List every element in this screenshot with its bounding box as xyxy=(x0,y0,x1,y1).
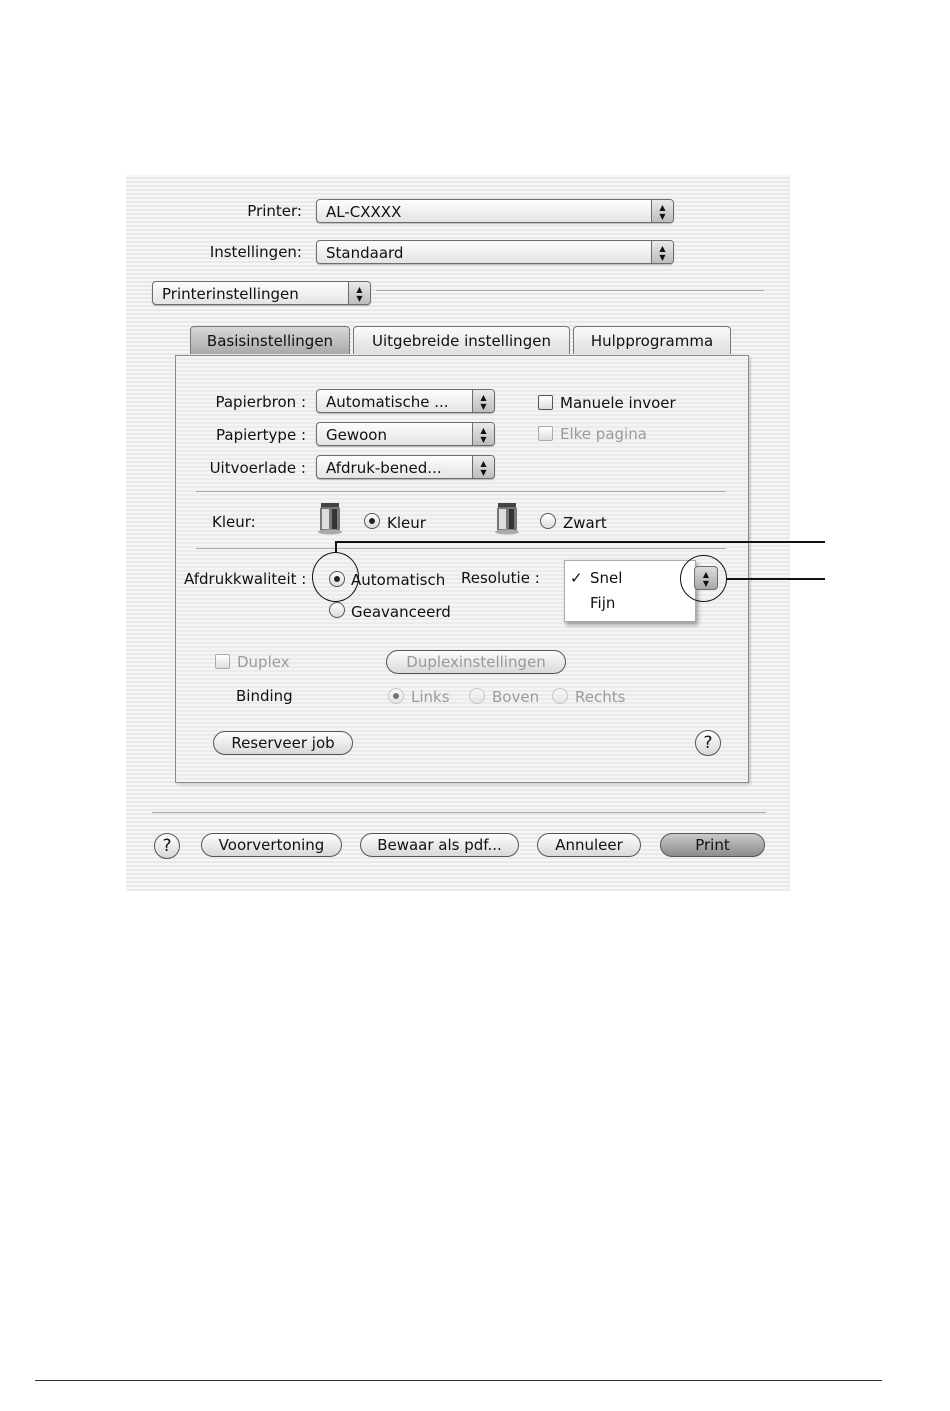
duplex-checkbox[interactable] xyxy=(215,654,230,669)
resolution-menu xyxy=(564,560,696,622)
black-radio[interactable] xyxy=(540,513,556,529)
checkmark-icon: ✓ xyxy=(570,569,583,587)
quality-label: Afdrukkwaliteit : xyxy=(184,570,307,588)
paper-source-label: Papierbron : xyxy=(215,393,306,411)
tab-uitgebreide-instellingen[interactable]: Uitgebreide instellingen xyxy=(353,326,570,354)
resolution-option-snel[interactable]: Snel xyxy=(590,569,623,587)
binding-label: Binding xyxy=(236,687,293,705)
presets-value: Standaard xyxy=(326,244,404,262)
popup-arrows-icon: ▲ ▼ xyxy=(472,456,494,478)
print-button[interactable]: Print xyxy=(660,833,765,857)
color-option-label: Kleur xyxy=(387,514,426,532)
reserve-job-button[interactable]: Reserveer job xyxy=(213,731,353,755)
duplex-settings-button[interactable]: Duplexinstellingen xyxy=(386,650,566,674)
footer-separator xyxy=(152,812,766,813)
binding-right-label: Rechts xyxy=(575,688,626,706)
page-rule xyxy=(35,1380,882,1381)
binding-left-radio[interactable] xyxy=(388,688,404,704)
popup-arrows-icon: ▲ ▼ xyxy=(651,200,673,222)
callout-line xyxy=(335,541,337,553)
callout-circle xyxy=(312,552,359,602)
presets-label: Instellingen: xyxy=(209,243,302,261)
color-label: Kleur: xyxy=(212,513,256,531)
popup-arrows-icon: ▲ ▼ xyxy=(472,390,494,412)
ink-cartridge-icon xyxy=(318,501,344,535)
paper-type-value: Gewoon xyxy=(326,426,387,444)
pane-separator xyxy=(376,290,764,291)
tab-basisinstellingen[interactable]: Basisinstellingen xyxy=(190,326,350,354)
manual-feed-checkbox[interactable] xyxy=(538,395,553,410)
paper-type-popup[interactable] xyxy=(316,422,495,446)
printer-label: Printer: xyxy=(247,202,302,220)
help-icon[interactable]: ? xyxy=(154,833,180,859)
manual-feed-label: Manuele invoer xyxy=(560,394,676,412)
resolution-option-fijn[interactable]: Fijn xyxy=(590,594,616,612)
section-separator xyxy=(196,491,726,492)
presets-popup[interactable] xyxy=(316,240,674,264)
ink-cartridge-icon xyxy=(495,501,521,535)
each-page-checkbox[interactable] xyxy=(538,426,553,441)
binding-top-radio[interactable] xyxy=(469,688,485,704)
output-tray-popup[interactable] xyxy=(316,455,495,479)
binding-left-label: Links xyxy=(411,688,450,706)
black-option-label: Zwart xyxy=(563,514,607,532)
quality-auto-label: Automatisch xyxy=(351,571,446,589)
tab-hulpprogramma[interactable]: Hulpprogramma xyxy=(573,326,731,354)
callout-line xyxy=(726,578,825,580)
printer-popup[interactable] xyxy=(316,199,674,223)
callout-circle xyxy=(680,555,727,602)
duplex-label: Duplex xyxy=(237,653,290,671)
preview-button[interactable]: Voorvertoning xyxy=(201,833,342,857)
paper-source-value: Automatische ... xyxy=(326,393,449,411)
save-pdf-button[interactable]: Bewaar als pdf... xyxy=(360,833,519,857)
pane-popup[interactable] xyxy=(152,281,371,305)
help-icon[interactable]: ? xyxy=(695,730,721,756)
quality-advanced-radio[interactable] xyxy=(329,602,345,618)
output-tray-value: Afdruk-bened... xyxy=(326,459,442,477)
cancel-button[interactable]: Annuleer xyxy=(537,833,641,857)
quality-advanced-label: Geavanceerd xyxy=(351,603,451,621)
callout-line xyxy=(335,541,825,543)
each-page-label: Elke pagina xyxy=(560,425,647,443)
popup-arrows-icon: ▲ ▼ xyxy=(472,423,494,445)
binding-top-label: Boven xyxy=(492,688,540,706)
popup-arrows-icon: ▲ ▼ xyxy=(348,282,370,304)
popup-arrows-icon[interactable]: ▲ ▼ xyxy=(694,566,718,590)
binding-right-radio[interactable] xyxy=(552,688,568,704)
output-tray-label: Uitvoerlade : xyxy=(209,459,306,477)
pane-value: Printerinstellingen xyxy=(162,285,299,303)
resolution-label: Resolutie : xyxy=(461,569,540,587)
color-radio[interactable] xyxy=(364,513,380,529)
printer-value: AL-CXXXX xyxy=(326,203,402,221)
section-separator xyxy=(196,548,726,549)
paper-source-popup[interactable] xyxy=(316,389,495,413)
paper-type-label: Papiertype : xyxy=(216,426,306,444)
popup-arrows-icon: ▲ ▼ xyxy=(651,241,673,263)
